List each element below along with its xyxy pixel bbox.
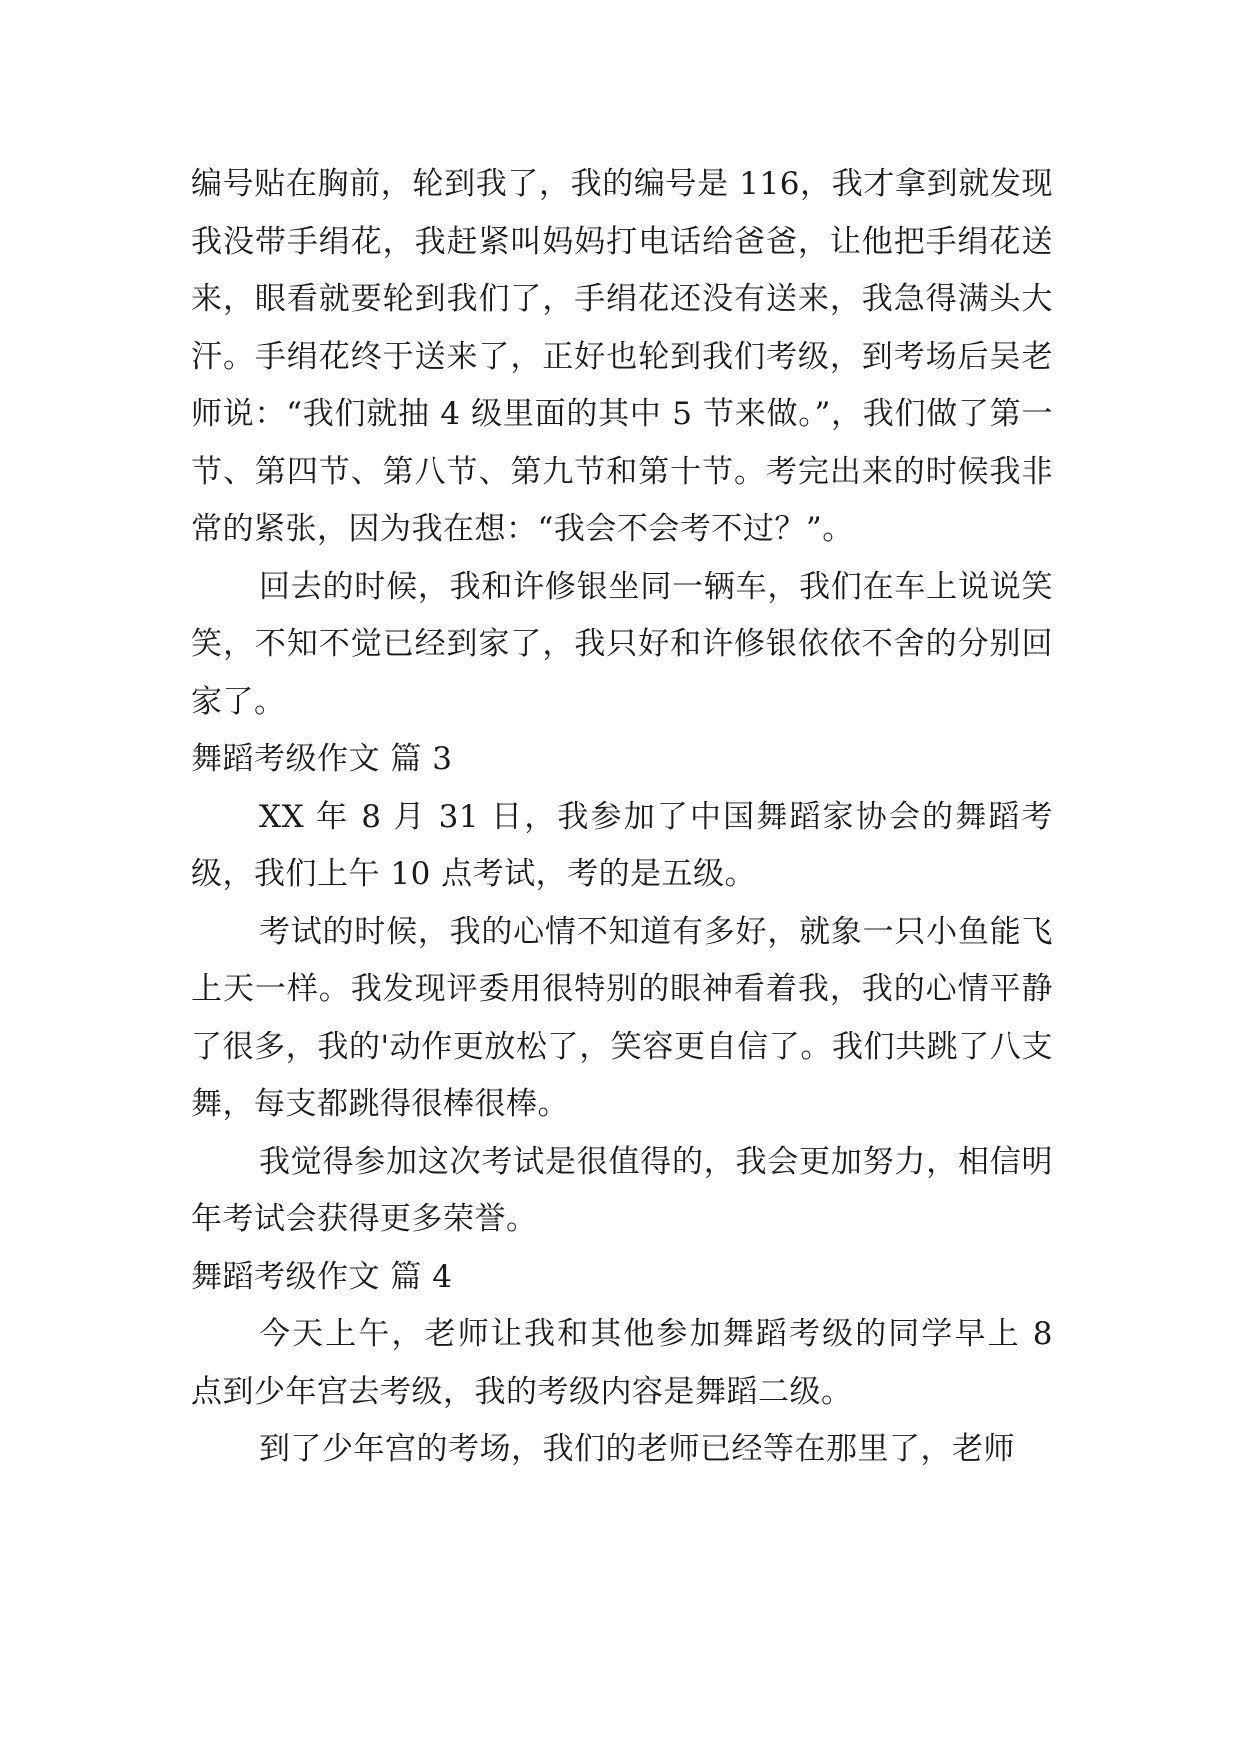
- section-heading: 舞蹈考级作文 篇 4: [191, 1258, 453, 1295]
- paragraph: 我觉得参加这次考试是很值得的，我会更加努力，相信明年考试会获得更多荣誉。: [191, 1143, 1053, 1237]
- paragraph: XX 年 8 月 31 日，我参加了中国舞蹈家协会的舞蹈考级，我们上午 10 点考试，考的是五级。: [191, 798, 1053, 892]
- paragraph: 回去的时候，我和许修银坐同一辆车，我们在车上说说笑笑，不知不觉已经到家了，我只好和许修银依依不舍的分别回家了。: [191, 568, 1053, 720]
- paragraph: 编号贴在胸前，轮到我了，我的编号是 116，我才拿到就发现我没带手绢花，我赶紧叫妈妈打电话给爸爸，让他把手绢花送来，眼看就要轮到我们了，手绢花还没有送来，我急得满头大汗。手绢花终于送来了，正好也轮到我们考级，到考场后吴老师说：“我们就抽 4 级里面的其中 5 节来做。”，我们做了第一节、第四节、第八节、第九节和第十节。考完出来的时候我非常的紧张，因为我在想：“我会不会考不过？”。: [191, 166, 1053, 547]
- paragraph: 今天上午，老师让我和其他参加舞蹈考级的同学早上 8 点到少年宫去考级，我的考级内容是舞蹈二级。: [191, 1316, 1053, 1410]
- document-body: [191, 156, 1053, 1479]
- section-heading: 舞蹈考级作文 篇 3: [191, 741, 453, 777]
- paragraph: 到了少年宫的考场，我们的老师已经等在那里了，老师: [259, 1431, 1015, 1467]
- paragraph: 考试的时候，我的心情不知道有多好，就象一只小鱼能飞上天一样。我发现评委用很特别的眼神看着我，我的心情平静了很多，我的'动作更放松了，笑容更自信了。我们共跳了八支舞，每支都跳得很棒很棒。: [191, 913, 1053, 1122]
